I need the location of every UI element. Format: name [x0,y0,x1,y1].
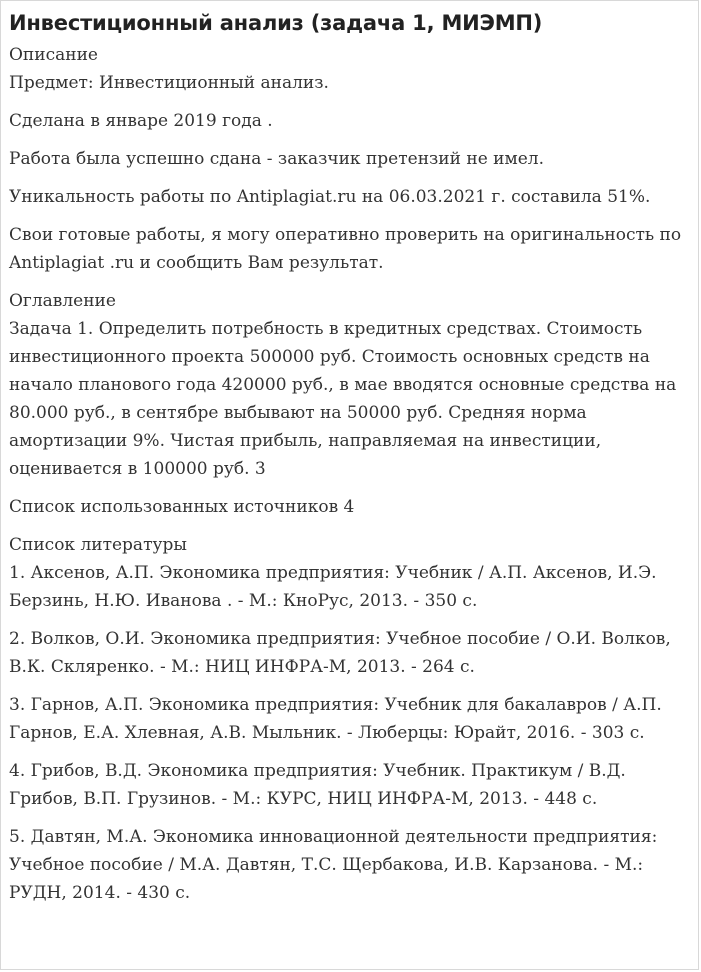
literature-item: 3. Гарнов, А.П. Экономика предприятия: Учебник для бакалавров / А.П. Гарнов, Е.А. Хлевная, А.В. Мыльник. - Люберцы: Юрайт, 2016. - 303 с. [9,695,662,743]
description-made: Сделана в январе 2019 года . [9,111,273,131]
description-uniqueness: Уникальность работы по Antiplagiat.ru на 06.03.2021 г. составила 51%. [9,187,651,207]
literature-heading: Список литературы [9,535,187,555]
description-heading: Описание [9,45,98,65]
description-accepted: Работа была успешно сдана - заказчик претензий не имел. [9,149,544,169]
toc-sources: Список использованных источников 4 [9,497,355,517]
page-title: Инвестиционный анализ (задача 1, МИЭМП) [9,11,543,35]
literature-item: 4. Грибов, В.Д. Экономика предприятия: Учебник. Практикум / В.Д. Грибов, В.П. Грузинов. - М.: КУРС, НИЦ ИНФРА-М, 2013. - 448 с. [9,761,626,809]
literature-item: 5. Давтян, М.А. Экономика инновационной деятельности предприятия: Учебное пособие / М.А. Давтян, Т.С. Щербакова, И.В. Карзанова. - М.: РУДН, 2014. - 430 с. [9,827,658,903]
toc-heading: Оглавление [9,291,116,311]
literature-item: 1. Аксенов, А.П. Экономика предприятия: Учебник / А.П. Аксенов, И.Э. Берзинь, Н.Ю. Иванова . - М.: КноРус, 2013. - 350 с. [9,563,657,611]
description-offer: Свои готовые работы, я могу оперативно проверить на оригинальность по Antiplagiat .ru и сообщить Вам результат. [9,225,682,273]
document-content [1,1,698,907]
description-subject: Предмет: Инвестиционный анализ. [9,73,329,93]
literature-item: 2. Волков, О.И. Экономика предприятия: Учебное пособие / О.И. Волков, В.К. Скляренко. - М.: НИЦ ИНФРА-М, 2013. - 264 с. [9,629,671,677]
literature-list [9,559,690,907]
toc-task: Задача 1. Определить потребность в кредитных средствах. Стоимость инвестиционного проекта 500000 руб. Стоимость основных средств на начало планового года 420000 руб., в мае вводятся основные средства на 80.000 руб., в сентябре выбывают на 50000 руб. Средняя норма амортизации 9%. Чистая прибыль, направляемая на инвестиции, оценивается в 100000 руб. 3 [9,319,677,479]
